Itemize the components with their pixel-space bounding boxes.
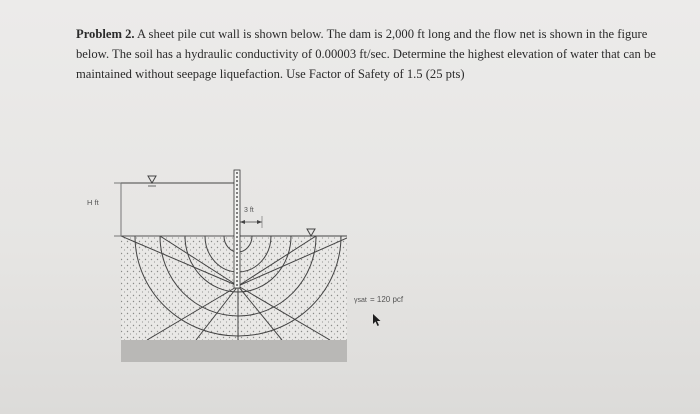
water-height-label: H ft xyxy=(87,198,99,207)
water-level-triangle-icon xyxy=(307,229,315,236)
problem-label: Problem 2. xyxy=(76,27,135,41)
unit-weight-value: = 120 pcf xyxy=(370,295,404,304)
pile-offset-label: 3 ft xyxy=(244,207,254,214)
impervious-layer xyxy=(121,340,347,362)
water-level-triangle-icon xyxy=(148,176,156,183)
problem-body: A sheet pile cut wall is shown below. The dam is 2,000 ft long and the flow net is shown in the figure below. The soil has a hydraulic conductivity of 0.00003 ft/sec. Determine the highest elevation of water that can be maintained without seepage liquefaction. Use Factor of Safety of 1.5 xyxy=(76,27,656,81)
mouse-cursor-icon xyxy=(372,313,382,327)
unit-weight-symbol: γsat xyxy=(354,297,367,304)
problem-points: (25 pts) xyxy=(425,67,465,81)
